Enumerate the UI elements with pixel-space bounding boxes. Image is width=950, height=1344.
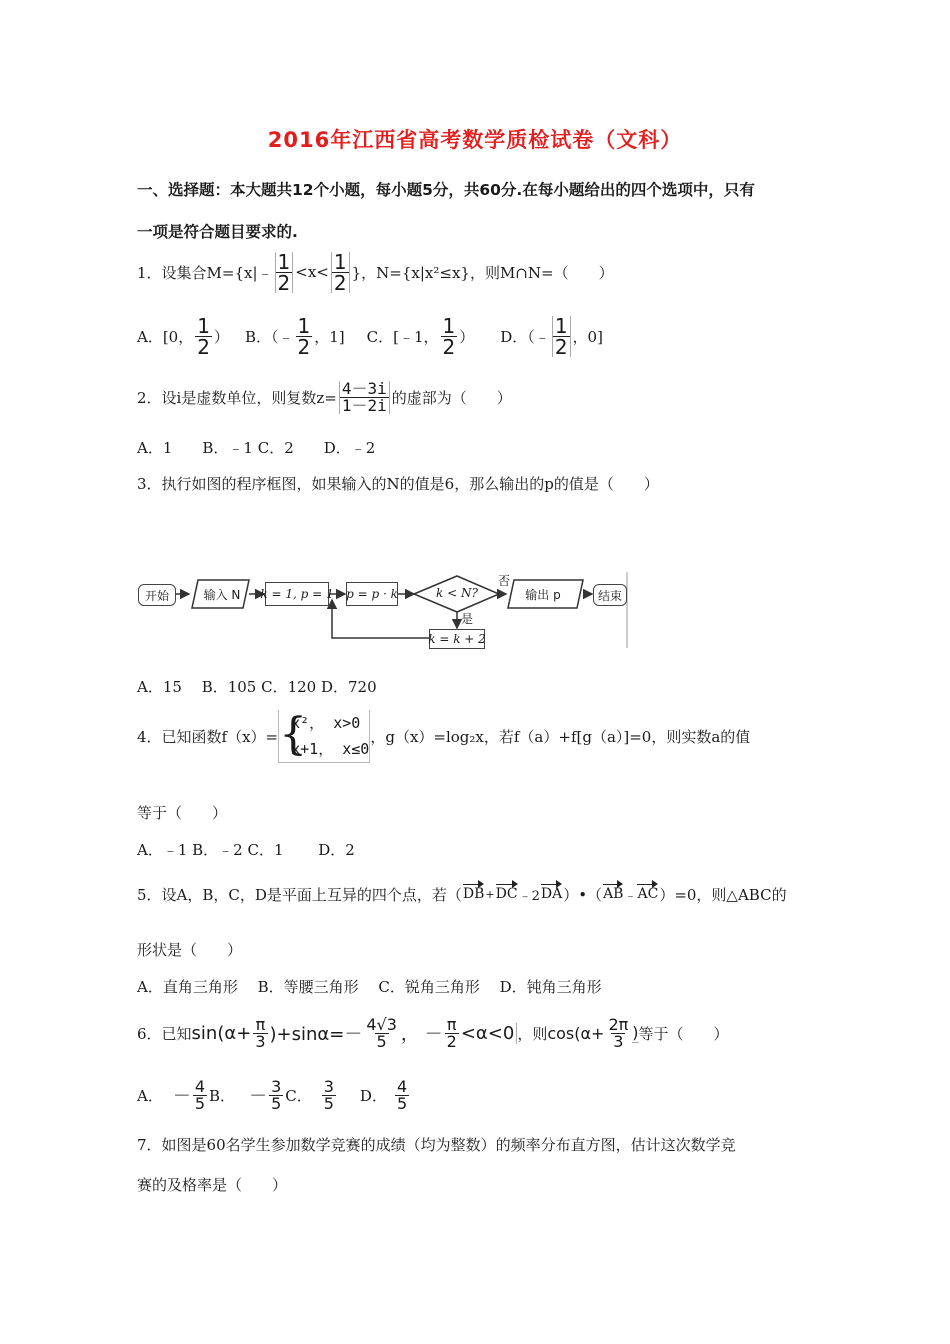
q4-suffix: ，g（x）=log₂x，若f（a）+f[g（a）]=0，则实数a的值 [370, 727, 751, 746]
q6-option-a: A． [137, 1086, 163, 1105]
q4-options: A．﹣1 B．﹣2 C．1 D．2 [137, 841, 355, 859]
q5-dot: ）•（ [563, 885, 603, 904]
q1-option-d: D．（﹣ [500, 327, 550, 346]
q3-options: A．15 B．105 C．120 D．720 [137, 678, 377, 696]
question-7-line2: 赛的及格率是（ ） [137, 1176, 288, 1194]
q6-option-b: B． [209, 1086, 236, 1105]
q6-sin-alpha: )+sinα=－ [269, 1024, 363, 1045]
q4-case-1: x²， x>0 [291, 713, 361, 732]
q6-option-b-fraction: $\frac{3}{5}$ [271, 1076, 282, 1113]
q6-cos-expr: cos(α+ [547, 1023, 605, 1043]
q1-option-a-close: ） [213, 327, 229, 346]
q6-sin-expr: sin(α+ [191, 1022, 252, 1044]
page-title: 2016年江西省高考数学质检试卷（文科） [267, 128, 683, 152]
q6-option-d: D． [359, 1086, 387, 1105]
q6-pi-over-3: $\frac{\pi}{3}$ [255, 1014, 266, 1051]
flow-multiply: p = p · k [346, 582, 398, 606]
q1-option-c-close: ） [459, 327, 475, 346]
q6-option-c: C． [285, 1086, 312, 1105]
q1-option-d-fraction: $\frac{1}{2}$ [552, 316, 571, 357]
q6-pi-over-2: $\frac{\pi}{2}$ [446, 1014, 457, 1051]
q1-option-b-fraction: $\frac{1}{2}$ [297, 313, 311, 359]
flow-increment: k = k + 2 [429, 629, 485, 649]
flow-output: 输出 p [525, 588, 561, 602]
q1-mid: <x< [295, 263, 329, 281]
q6-suffix: 等于（ ） [638, 1024, 729, 1043]
q1-option-c-fraction: $\frac{1}{2}$ [442, 313, 456, 359]
q5-minus: ﹣ [624, 887, 637, 902]
q5-prefix: 5．设A，B，C，D是平面上互异的四个点，若（ [137, 885, 462, 904]
question-2 [137, 374, 512, 420]
q1-option-d-close: ，0] [572, 327, 603, 346]
vector-da: DA [540, 886, 563, 902]
vector-dc: DC [495, 886, 518, 902]
section-heading-line2: 一项是符合题目要求的. [137, 223, 298, 241]
q2-fraction: $\frac{4-3i}{1-2i}$ [339, 381, 390, 414]
question-5 [137, 874, 787, 914]
q1-option-b: B．（﹣ [244, 327, 294, 346]
q1-suffix: }，N={x|x²≤x}，则M∩N=（ ） [351, 263, 614, 282]
q6-then: ，则 [517, 1024, 548, 1043]
q1-fraction-half: $\frac{1}{2}$ [275, 252, 294, 293]
q5-minus-two: ﹣2 [518, 888, 540, 904]
question-3: 3．执行如图的程序框图，如果输入的N的值是6，那么输出的p的值是（ ） [137, 475, 659, 493]
q1-option-b-close: ，1] [314, 327, 345, 346]
q1-options [137, 313, 603, 359]
question-4 [137, 706, 750, 766]
flow-init: k = 1, p = 1 [265, 582, 329, 606]
q2-options: A．1 B．﹣1 C．2 D．﹣2 [137, 439, 376, 457]
q1-option-a: A．[0， [137, 327, 194, 346]
question-1 [137, 249, 614, 295]
q6-prefix: 6．已知 [137, 1024, 192, 1043]
q1-fraction-half-2: $\frac{1}{2}$ [331, 252, 350, 293]
q6-option-a-sign: － [172, 1086, 191, 1107]
q1-prefix: 1．设集合M={x|﹣ [137, 263, 273, 282]
q2-suffix: 的虚部为（ ） [391, 388, 512, 407]
question-6 [137, 1008, 729, 1058]
vector-ac: AC [637, 886, 659, 902]
q1-option-c: C．[﹣1， [366, 327, 439, 346]
q6-option-d-fraction: $\frac{4}{5}$ [396, 1076, 408, 1113]
section-heading-line1: 一、选择题：本大题共12个小题，每小题5分，共60分.在每小题给出的四个选项中，只有 [137, 181, 755, 199]
flow-condition: k < N? [436, 586, 478, 600]
q6-options [137, 1070, 411, 1120]
vector-ab: AB [603, 886, 624, 902]
q5-line2: 形状是（ ） [137, 941, 243, 959]
q4-piecewise: { x²， x>0 x+1， x≤0 [278, 710, 370, 763]
q1-option-a-fraction: $\frac{1}{2}$ [197, 313, 210, 359]
flow-no-label: 否 [498, 574, 511, 588]
q6-root-fraction: $\frac{4√3}{5}$ [366, 1014, 397, 1051]
q4-line2: 等于（ ） [137, 804, 228, 822]
q6-cos-close: ) [632, 1023, 639, 1042]
q4-case-2: x+1， x≤0 [291, 739, 370, 758]
q6-two-pi-over-3: $\frac{2\pi}{3}$ [608, 1014, 629, 1051]
q6-option-c-fraction: $\frac{3}{5}$ [323, 1076, 334, 1113]
q6-option-a-fraction: $\frac{4}{5}$ [194, 1076, 206, 1113]
q6-option-b-sign: － [249, 1086, 268, 1107]
q2-prefix: 2．设i是虚数单位，则复数z= [137, 388, 337, 407]
q5-plus: + [485, 887, 495, 901]
flow-end: 结束 [593, 584, 627, 606]
q5-suffix: ）=0，则△ABC的 [659, 885, 787, 904]
question-7-line1: 7．如图是60名学生参加数学竞赛的成绩（均为整数）的频率分布直方图，估计这次数学竞 [137, 1136, 736, 1154]
flowchart [136, 570, 630, 650]
flow-start: 开始 [138, 584, 176, 606]
q4-prefix: 4．已知函数f（x）= [137, 727, 279, 746]
flow-input: 输入 N [203, 588, 241, 602]
q5-options: A．直角三角形 B．等腰三角形 C．锐角三角形 D．钝角三角形 [137, 978, 602, 996]
flow-yes-label: 是 [461, 612, 474, 626]
q6-condition-start: ， － [400, 1024, 443, 1045]
vector-db: DB [462, 886, 485, 902]
q6-condition-end: <α<0 [461, 1023, 517, 1044]
